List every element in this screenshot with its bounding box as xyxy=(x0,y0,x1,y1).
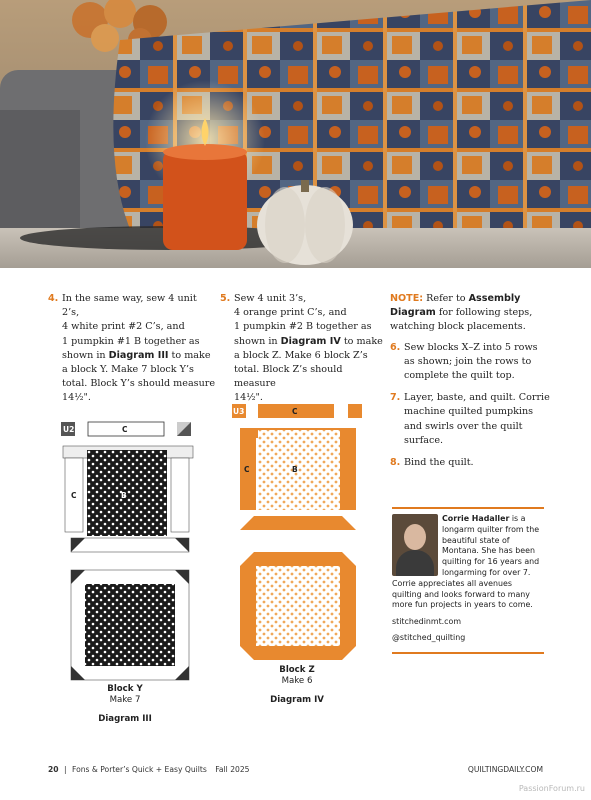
author-photo xyxy=(392,514,438,576)
svg-text:C: C xyxy=(244,465,250,474)
author-bio xyxy=(392,510,544,644)
svg-text:B: B xyxy=(292,465,298,474)
step-4 xyxy=(48,292,216,406)
block-y-caption: Block Y Make 7 xyxy=(107,684,143,705)
diagram-iv-title: Diagram IV xyxy=(270,695,324,705)
assembly-notes xyxy=(390,292,550,470)
note: NOTE: Refer to Assembly Diagram for following steps, watching block placements. xyxy=(390,293,533,333)
quilt-photo xyxy=(0,0,591,268)
step-number: 4. xyxy=(48,293,59,304)
watermark: PassionForum.ru xyxy=(518,784,585,793)
step-5 xyxy=(220,292,385,406)
step-text: In the same way, sew 4 unit 2’s, 4 white print #2 C’s, and 1 pumpkin #1 B together as shown in Diagram III to make a block Y. Make 7 block Y’s total. Block Y’s should measure 14½". xyxy=(62,293,216,404)
publication-name: Fons & Porter’s Quick + Easy Quilts xyxy=(71,765,207,774)
svg-text:U2: U2 xyxy=(63,425,75,434)
diagram-iii-title: Diagram III xyxy=(98,714,152,724)
step-6: 6. Sew blocks X–Z into 5 rows as shown; join the rows to complete the quilt top. xyxy=(390,341,538,382)
step-number: 5. xyxy=(220,293,231,304)
svg-text:C: C xyxy=(292,407,298,416)
footer-left: 20 | Fons & Porter’s Quick + Easy Quilts Fall 2025 xyxy=(48,765,250,774)
step-text: Sew 4 unit 3’s, 4 orange print C’s, and 1 pumpkin #2 B together as shown in Diagram IV to make a block Z. Make 6 block Z’s total. Block Z’s should measure 14½". xyxy=(234,293,383,404)
bio-bottom-rule xyxy=(392,652,544,654)
bio-top-rule xyxy=(392,507,544,509)
pumpkin-b-square xyxy=(87,450,167,536)
author-website: stitchedinmt.com xyxy=(392,617,462,627)
step-8: 8. Bind the quilt. xyxy=(390,457,474,469)
author-text: is a longarm quilter from the beautiful state of Montana. She has been quilting for 16 years and longarming for over 7. Corrie appreciates all avenues quilting and looks forward to many more fun projects in years to come. xyxy=(392,514,540,610)
svg-text:U3: U3 xyxy=(233,407,245,416)
page-number: 20 xyxy=(48,765,59,774)
svg-text:B: B xyxy=(121,491,127,500)
author-name: Corrie Hadaller xyxy=(442,514,510,523)
diagram-iv xyxy=(230,400,365,662)
diagram-iii xyxy=(55,418,205,688)
step-7: 7. Layer, baste, and quilt. Corrie machine quilted pumpkins and swirls over the quilt surface. xyxy=(390,392,550,446)
block-z-caption: Block Z Make 6 xyxy=(279,665,315,686)
author-handle: @stitched_quilting xyxy=(392,632,466,642)
svg-text:C: C xyxy=(122,425,128,434)
footer-site: QUILTINGDAILY.COM xyxy=(467,765,543,774)
issue: Fall 2025 xyxy=(215,765,250,774)
svg-text:C: C xyxy=(71,491,77,500)
